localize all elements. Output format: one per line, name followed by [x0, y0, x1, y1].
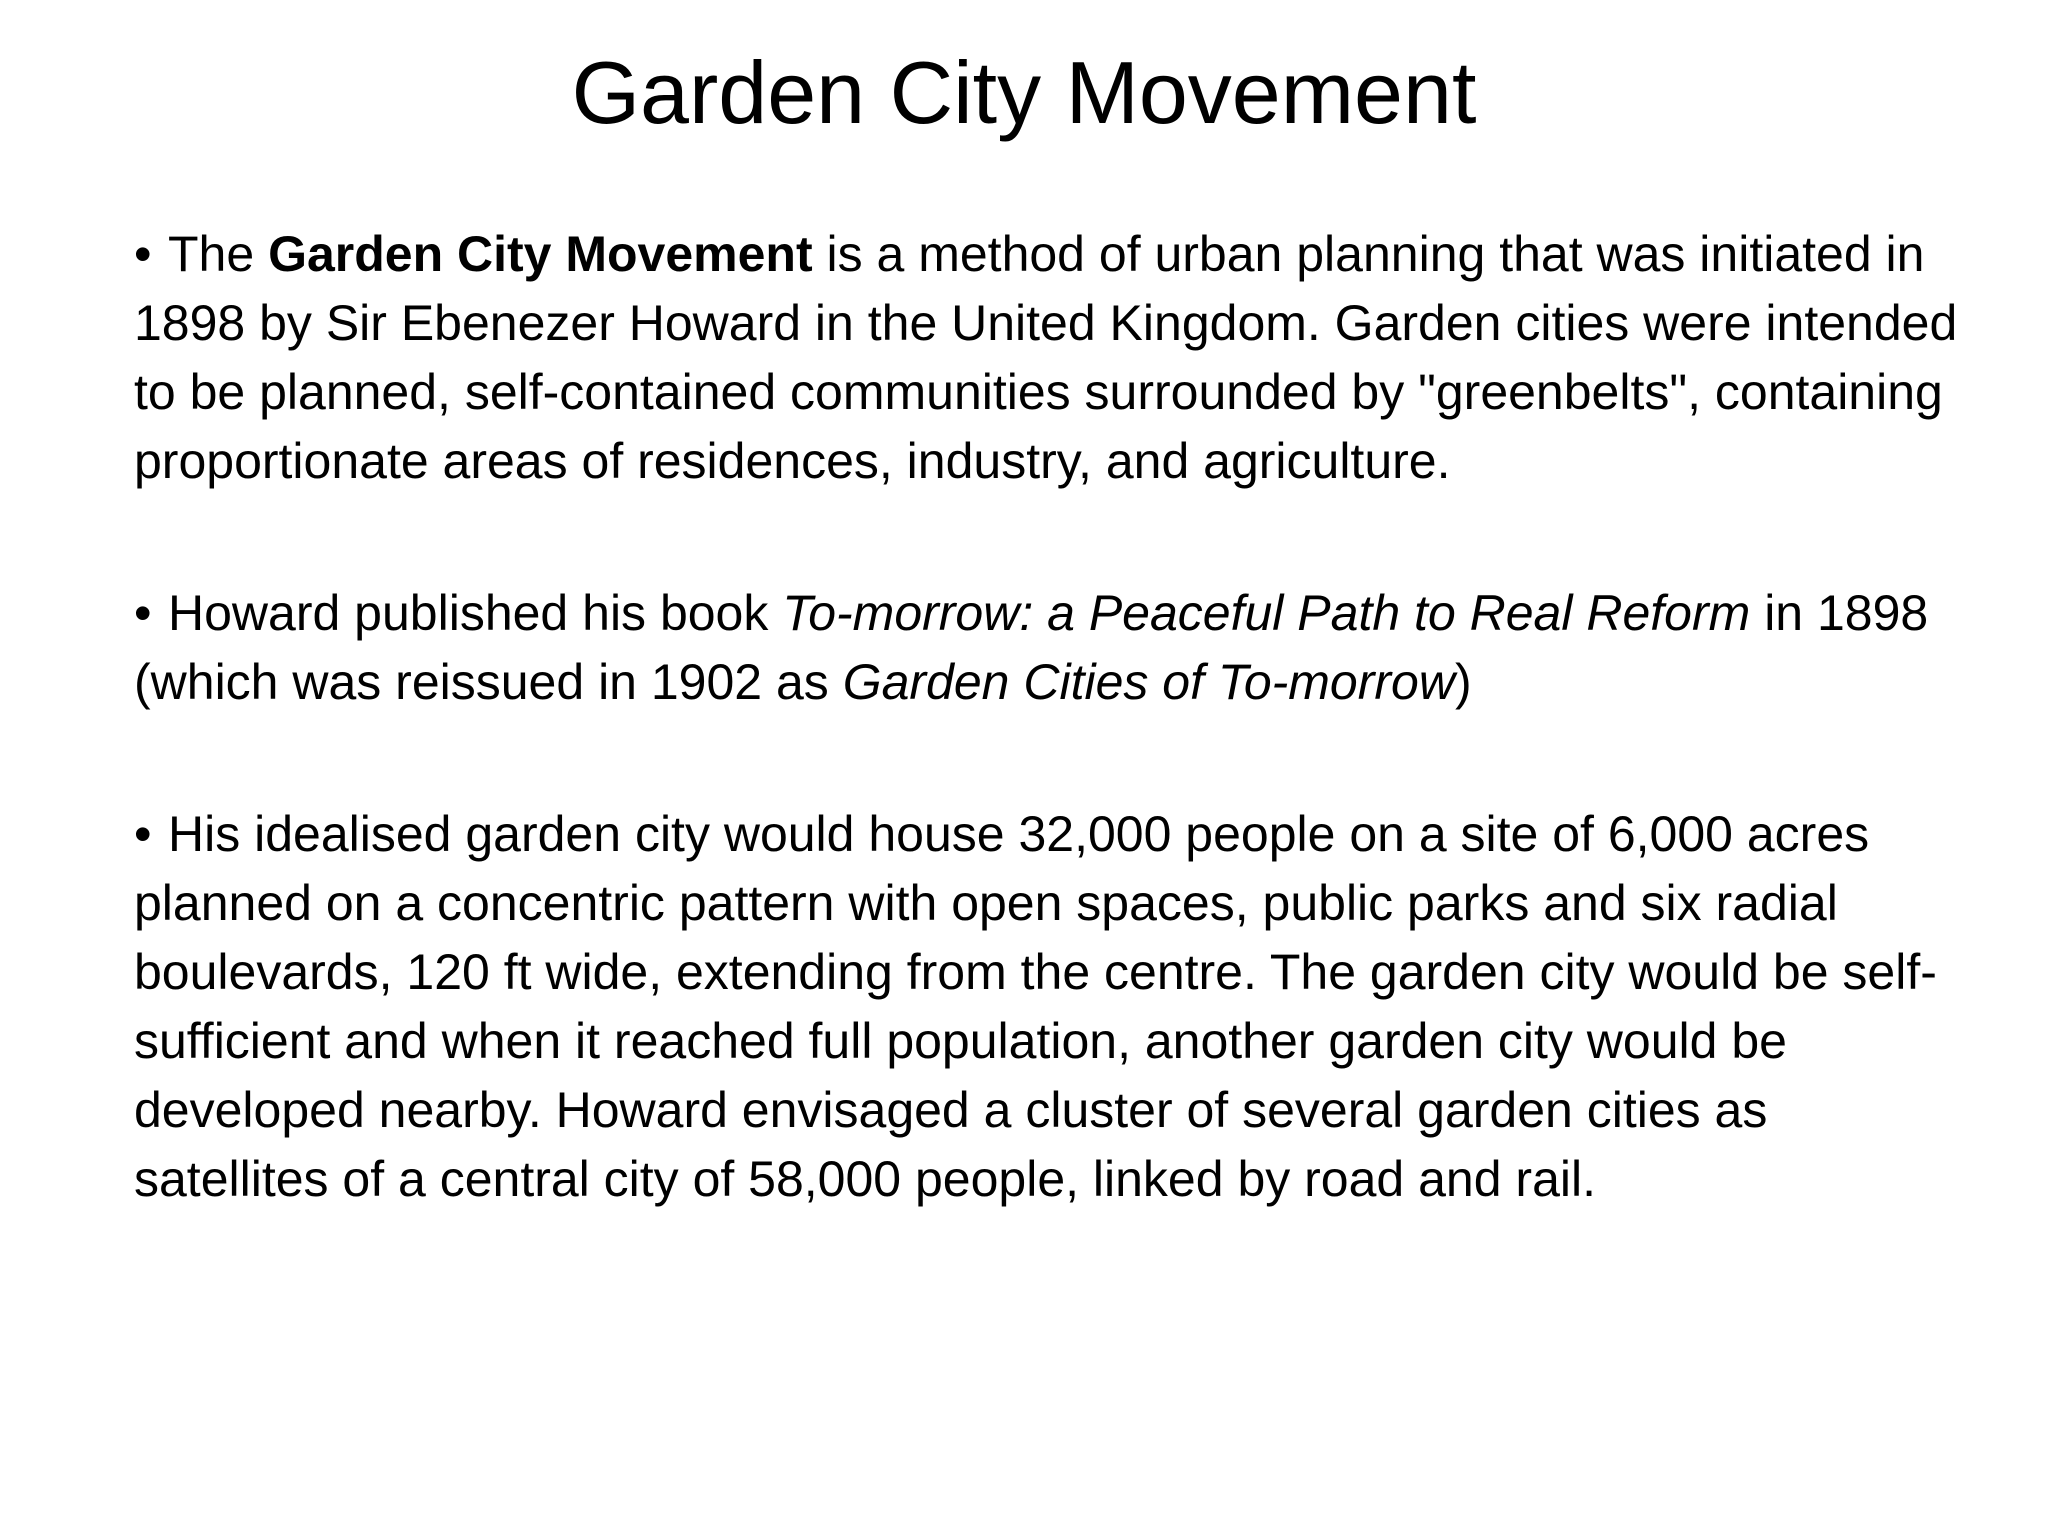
paragraph-1-text-c: is a method of urban planning that was initiated in 1898 by Sir Ebenezer Howard in the United Kingdom. Garden cities were intended to be planned, self-contained communities surrounded by "greenbelts", containing proportionate areas of residences, industry, and agriculture. — [134, 226, 1958, 489]
bullet-icon: • — [134, 806, 152, 862]
paragraph-1-text-a: The — [168, 226, 269, 282]
bullet-paragraph-3 — [134, 800, 1964, 1214]
paragraph-3-text: His idealised garden city would house 32,000 people on a site of 6,000 acres planned on a concentric pattern with open spaces, public parks and six radial boulevards, 120 ft wide, extending from the centre. The garden city would be self-sufficient and when it reached full population, another garden city would be developed nearby. Howard envisaged a cluster of several garden cities as satellites of a central city of 58,000 people, linked by road and rail. — [134, 806, 1937, 1207]
slide-body — [134, 220, 1964, 1214]
slide-title: Garden City Movement — [571, 43, 1477, 142]
book-title-original: To-morrow: a Peaceful Path to Real Reform — [782, 585, 1751, 641]
bullet-paragraph-1 — [134, 220, 1964, 496]
paragraph-2-text-c: in 1898 (which was reissued in 1902 as — [134, 585, 1929, 710]
bullet-icon: • — [134, 585, 152, 641]
bullet-paragraph-2 — [134, 579, 1964, 717]
paragraph-2-text-e: ) — [1454, 654, 1472, 710]
bullet-icon: • — [134, 226, 152, 282]
book-title-reissue: Garden Cities of To-morrow — [842, 654, 1455, 710]
paragraph-2-text-a: Howard published his book — [168, 585, 783, 641]
paragraph-1-bold-term: Garden City Movement — [268, 226, 813, 282]
